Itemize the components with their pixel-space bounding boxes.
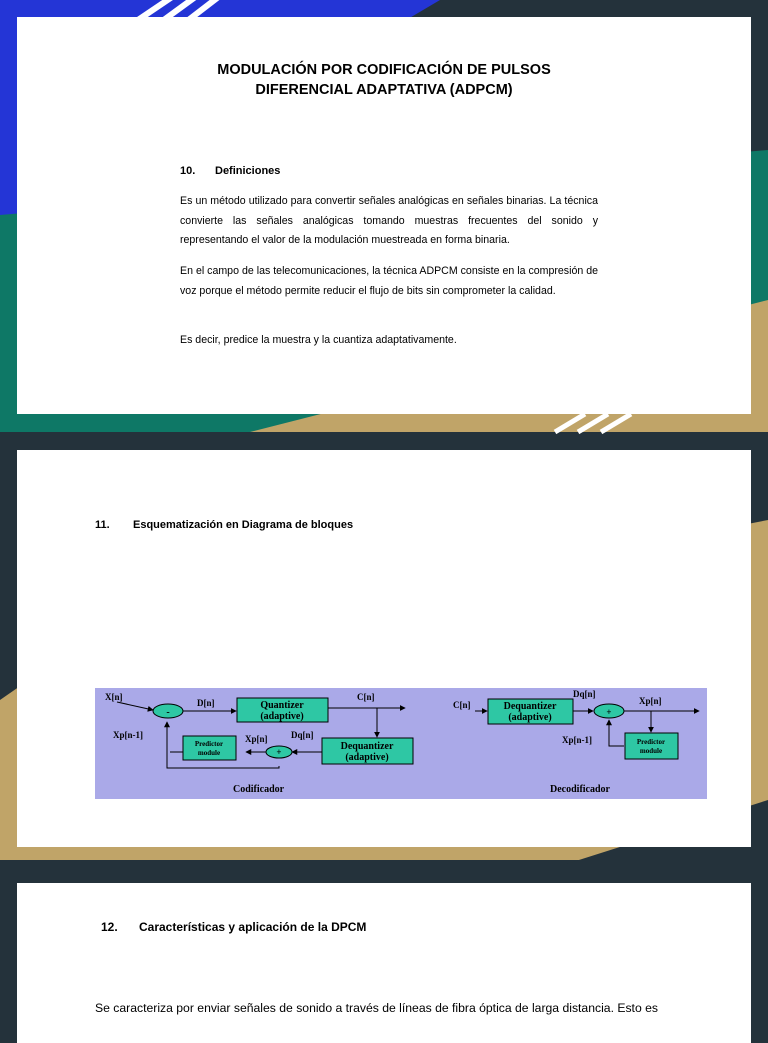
paragraph-1: Es un método utilizado para convertir señales analógicas en señales binarias. La técnica convierte las señales analógicas tomando muestras frecuentes del sonido y representando el valor de la modulación muestreada en forma binaria. [180, 195, 598, 246]
document-title [17, 60, 751, 100]
section-number: 10. [180, 165, 196, 177]
page-1 [17, 17, 751, 414]
section-number: 12. [101, 920, 118, 934]
encoder-input-label: X[n] [105, 692, 123, 702]
section-heading-12 [101, 920, 366, 934]
decoder-predictor-sublabel: module [639, 747, 663, 755]
encoder-predictor-sublabel: module [197, 749, 221, 757]
decoder-caption: Decodificador [550, 784, 610, 795]
decoder-predictor-block [625, 733, 678, 759]
section-title: Esquematización en Diagrama de bloques [133, 519, 354, 531]
section-heading-11 [95, 519, 353, 531]
section-title: Definiciones [215, 165, 281, 177]
encoder-dequantizer-sublabel: (adaptive) [345, 752, 389, 763]
paragraph-4: Se caracteriza por enviar señales de sonido a través de líneas de fibra óptica de larga distancia. Esto es [95, 1001, 658, 1015]
encoder-predictor-label: Predictor [194, 740, 224, 748]
decoder-dequantizer-label: Dequantizer [503, 701, 557, 712]
page-2 [17, 450, 751, 847]
decoder-predictor-label: Predictor [636, 738, 666, 746]
encoder-dequantizer-label: Dequantizer [340, 741, 394, 752]
decoder-input-label: C[n] [453, 700, 471, 710]
adpcm-block-diagram [95, 688, 707, 799]
encoder-caption: Codificador [233, 784, 285, 795]
decoder-adder-sign: + [606, 707, 612, 717]
encoder-output-label: C[n] [357, 692, 375, 702]
encoder-subtractor-sign: - [166, 707, 170, 718]
encoder-diff-label: D[n] [197, 698, 215, 708]
encoder-xp-label: Xp[n] [245, 734, 268, 744]
section-number: 11. [95, 519, 110, 531]
decoder-output-label: Xp[n] [639, 696, 662, 706]
paragraph-2: En el campo de las telecomunicaciones, la técnica ADPCM consiste en la compresión de voz porque el método permite reducir el flujo de bits sin comprometer la calidad. [180, 265, 598, 297]
section-heading-10 [180, 165, 280, 177]
title-line-2: DIFERENCIAL ADAPTATIVA (ADPCM) [255, 82, 513, 98]
encoder-quantizer-label: Quantizer [260, 700, 304, 711]
encoder-adder-sign: + [276, 747, 282, 757]
encoder-quantizer-sublabel: (adaptive) [260, 711, 304, 722]
section-title: Características y aplicación de la DPCM [139, 920, 367, 934]
paragraph-3: Es decir, predice la muestra y la cuantiza adaptativamente. [180, 334, 457, 346]
decoder-dq-label: Dq[n] [573, 689, 596, 699]
encoder-feedback-label: Xp[n-1] [113, 730, 144, 740]
decoder-feedback-label: Xp[n-1] [562, 735, 593, 745]
encoder-dq-label: Dq[n] [291, 730, 314, 740]
title-line-1: MODULACIÓN POR CODIFICACIÓN DE PULSOS [217, 62, 551, 78]
decoder-dequantizer-sublabel: (adaptive) [508, 712, 552, 723]
page-3 [17, 883, 751, 1043]
